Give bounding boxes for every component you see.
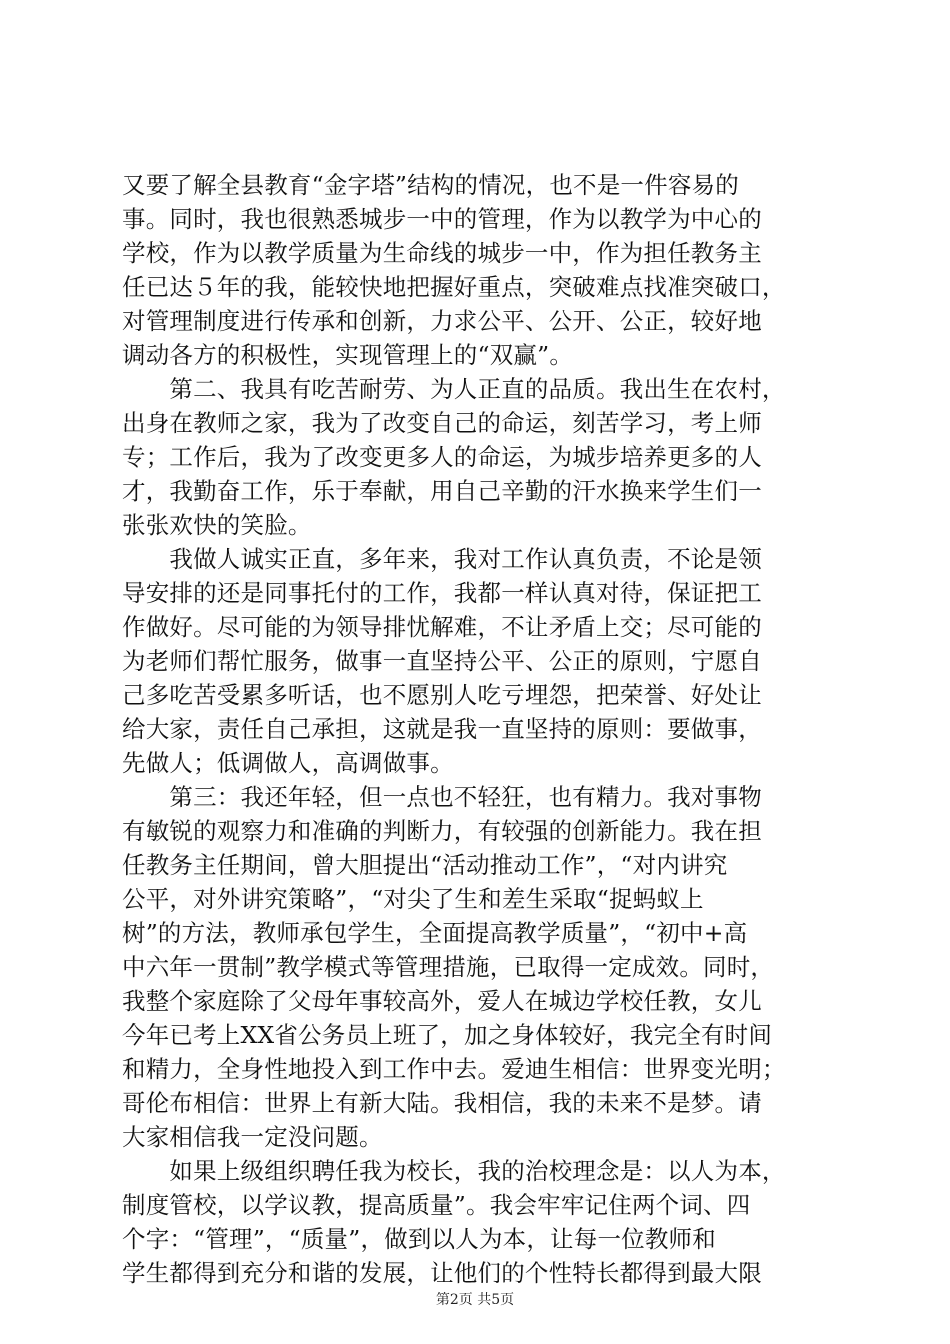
text-line: 任教务主任期间，曾大胆提出“活动推动工作”，“对内讲究 — [122, 851, 728, 879]
text-line: 对管理制度进行传承和创新，力求公平、公开、公正，较好地 — [122, 307, 762, 335]
text-line: 今年已考上XX省公务员上班了，加之身体较好，我完全有时间 — [122, 1021, 773, 1049]
text-line: 调动各方的积极性，实现管理上的“双赢”。 — [122, 341, 574, 369]
text-line: 又要了解全县教育“金字塔”结构的情况，也不是一件容易的 — [122, 171, 739, 199]
text-line: 才，我勤奋工作，乐于奉献，用自己辛勤的汗水换来学生们一 — [122, 477, 762, 505]
text-line: 我整个家庭除了父母年事较高外，爱人在城边学校任教，女儿 — [122, 987, 762, 1015]
text-line: 如果上级组织聘任我为校长，我的治校理念是：以人为本， — [122, 1157, 786, 1185]
text-line: 己多吃苦受累多听话，也不愿别人吃亏埋怨，把荣誉、好处让 — [122, 681, 762, 709]
text-line: 先做人；低调做人，高调做事。 — [122, 749, 454, 777]
document-body — [122, 168, 834, 1290]
text-line: 第三：我还年轻，但一点也不轻狂，也有精力。我对事物 — [122, 783, 762, 811]
text-line: 哥伦布相信：世界上有新大陆。我相信，我的未来不是梦。请 — [122, 1089, 762, 1117]
text-line: 作做好。尽可能的为领导排忧解难，不让矛盾上交；尽可能的 — [122, 613, 762, 641]
text-line: 我做人诚实正直，多年来，我对工作认真负责，不论是领 — [122, 545, 762, 573]
text-line: 有敏锐的观察力和准确的判断力，有较强的创新能力。我在担 — [122, 817, 762, 845]
text-line: 中六年一贯制”教学模式等管理措施，已取得一定成效。同时， — [122, 953, 775, 981]
text-line: 学校，作为以教学质量为生命线的城步一中，作为担任教务主 — [122, 239, 762, 267]
text-line: 大家相信我一定没问题。 — [122, 1123, 383, 1151]
text-line: 个字：“管理”，“质量”，做到以人为本，让每一位教师和 — [122, 1225, 716, 1253]
text-line: 和精力，全身性地投入到工作中去。爱迪生相信：世界变光明； — [122, 1055, 786, 1083]
text-line: 专；工作后，我为了改变更多人的命运，为城步培养更多的人 — [122, 443, 762, 471]
text-line: 出身在教师之家，我为了改变自己的命运，刻苦学习，考上师 — [122, 409, 762, 437]
text-line: 任已达５年的我，能较快地把握好重点，突破难点找准突破口， — [122, 273, 786, 301]
page-number-footer: 第2页 共5页 — [435, 1292, 515, 1308]
text-line: 张张欢快的笑脸。 — [122, 511, 312, 539]
text-line: 第二、我具有吃苦耐劳、为人正直的品质。我出生在农村， — [122, 375, 786, 403]
text-line: 学生都得到充分和谐的发展，让他们的个性特长都得到最大限 — [122, 1259, 762, 1287]
text-line: 为老师们帮忙服务，做事一直坚持公平、公正的原则，宁愿自 — [122, 647, 762, 675]
text-line: 导安排的还是同事托付的工作，我都一样认真对待，保证把工 — [122, 579, 762, 607]
text-line: 制度管校，以学议教，提高质量”。我会牢牢记住两个词、四 — [122, 1191, 751, 1219]
text-line: 事。同时，我也很熟悉城步一中的管理，作为以教学为中心的 — [122, 205, 762, 233]
text-line: 给大家，责任自己承担，这就是我一直坚持的原则：要做事， — [122, 715, 762, 743]
text-line: 公平，对外讲究策略”，“对尖了生和差生采取“捉蚂蚁上 — [122, 885, 704, 913]
text-line: 树”的方法，教师承包学生，全面提高教学质量”，“初中+高 — [122, 919, 748, 947]
